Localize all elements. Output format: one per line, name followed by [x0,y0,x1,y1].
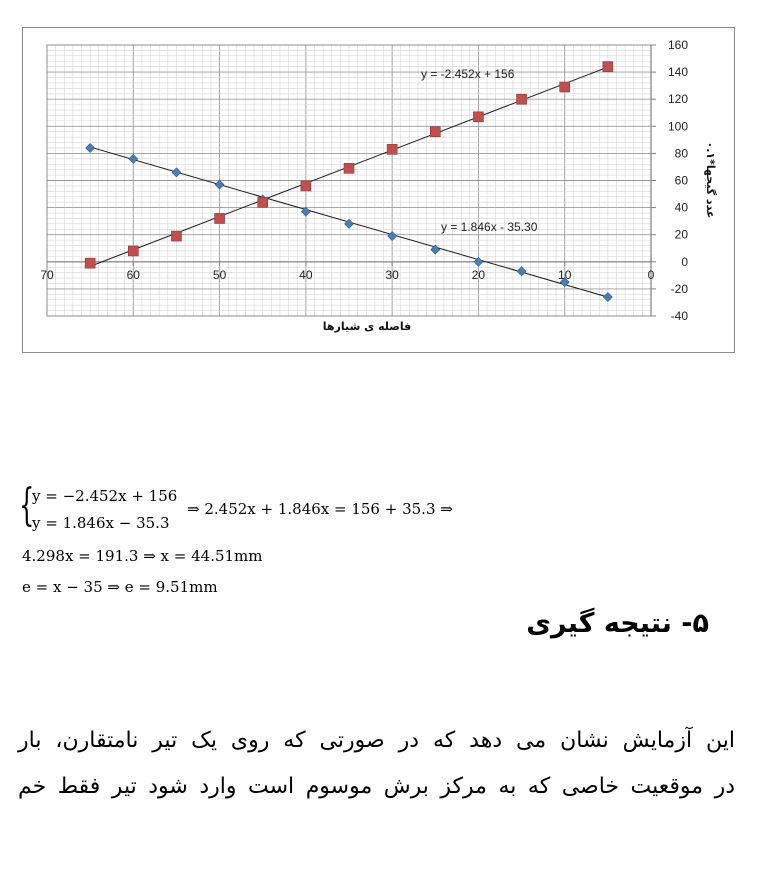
data-point-red [258,197,268,207]
x-tick-label: 10 [558,267,572,282]
equation-line-4: e = x − 35 ⇒ e = 9.51mm [22,578,218,596]
y-tick-label: 20 [674,227,688,242]
conclusion-line-2: در موقعیت خاصی که به مرکز برش موسوم است وارد شود تیر فقط خم [18,774,735,799]
data-point-red [517,94,527,104]
x-tick-label: 20 [471,267,486,282]
y-tick-label: 80 [674,146,688,161]
trendline-equation-blue: y = 1.846x - 35.30 [441,220,538,234]
y-axis-title: عدد گیجها*۰.۱ [704,141,717,219]
system-brace: { [19,480,35,531]
data-point-red [387,144,397,154]
y-tick-label: 120 [667,92,688,107]
data-point-red [128,246,138,256]
data-point-red [473,112,483,122]
data-point-blue [388,232,397,241]
y-tick-label: 160 [667,38,688,52]
data-point-red [85,258,95,268]
y-tick-label: 0 [681,254,688,269]
x-axis-title: فاصله ی شیارها [322,320,412,333]
x-tick-label: 30 [385,267,399,282]
y-tick-label: 60 [674,173,688,188]
scatter-chart [23,28,736,354]
data-point-blue [517,267,526,276]
equation-line-1: y = −2.452x + 156 [32,487,178,505]
equation-implies: ⇒ 2.452x + 1.846x = 156 + 35.3 ⇒ [187,500,453,518]
x-tick-label: 0 [647,267,655,282]
data-point-blue [129,154,138,163]
data-point-blue [172,168,181,177]
trendline-equation-red: y = -2.452x + 156 [421,67,515,81]
equation-line-2: y = 1.846x − 35.3 [32,514,170,532]
conclusion-paragraph [18,718,735,810]
data-point-blue [215,180,224,189]
y-tick-label: -20 [670,281,688,296]
data-point-blue [603,293,612,302]
x-tick-label: 70 [40,267,54,282]
data-point-red [430,127,440,137]
data-point-red [560,82,570,92]
data-point-red [215,213,225,223]
data-point-red [171,231,181,241]
conclusion-line-1: این آزمایش نشان می دهد که در صورتی که روی یک تیر نامتقارن، بار [18,728,735,753]
section-heading: ۵- نتیجه گیری [526,608,709,639]
y-tick-label: -40 [670,309,688,323]
y-tick-label: 40 [674,200,688,215]
x-tick-label: 50 [212,267,227,282]
equation-line-3: 4.298x = 191.3 ⇒ x = 44.51mm [22,547,263,565]
y-tick-label: 100 [667,119,688,134]
data-point-red [603,62,613,72]
data-point-red [344,163,354,173]
data-point-blue [86,143,95,152]
data-point-red [301,181,311,191]
x-tick-label: 40 [299,267,313,282]
x-tick-label: 60 [126,267,140,282]
y-tick-label: 140 [667,65,688,80]
chart-frame [22,27,735,353]
